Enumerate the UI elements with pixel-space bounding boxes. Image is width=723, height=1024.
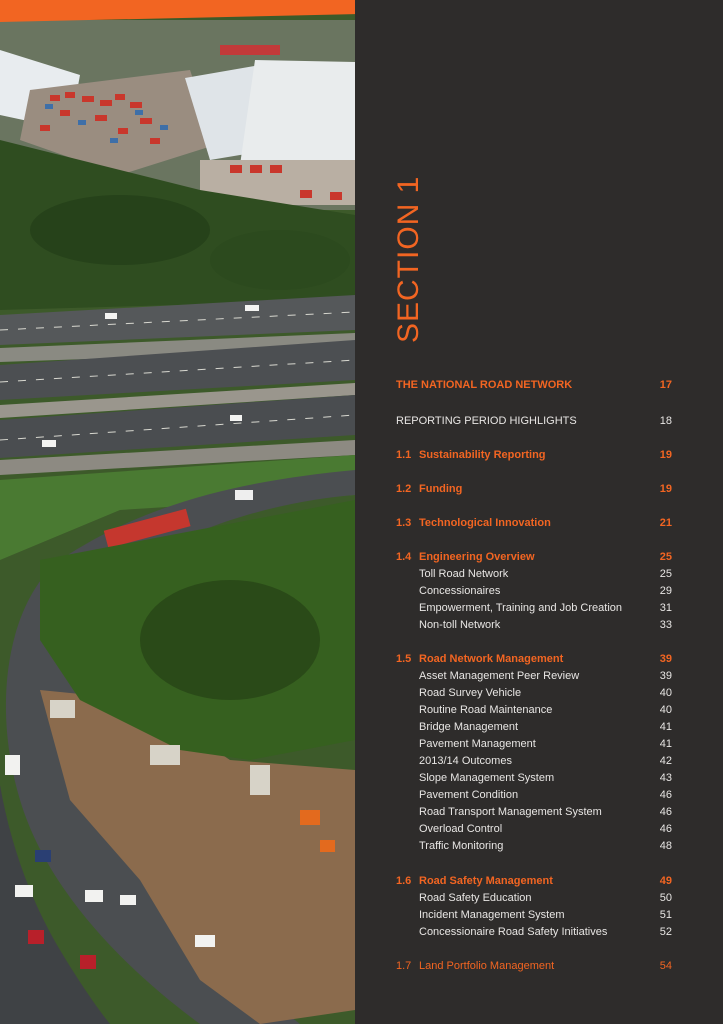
toc-row-1-5[interactable]: 1.5 Road Network Management 39 bbox=[396, 653, 672, 665]
toc-row-1-1[interactable]: 1.1 Sustainability Reporting 19 bbox=[396, 449, 672, 461]
section-title-text: SECTION 1 bbox=[392, 175, 425, 343]
toc-subitem[interactable]: 2013/14 Outcomes 42 bbox=[419, 755, 672, 767]
contents-panel bbox=[355, 0, 723, 1024]
toc-row-1-6[interactable]: 1.6 Road Safety Management 49 bbox=[396, 875, 672, 887]
toc-subitem[interactable]: Road Safety Education 50 bbox=[419, 892, 672, 904]
toc-row-highlights[interactable]: REPORTING PERIOD HIGHLIGHTS 18 bbox=[396, 415, 672, 427]
toc-subitem[interactable]: Asset Management Peer Review 39 bbox=[419, 670, 672, 682]
toc-row-1-4[interactable]: 1.4 Engineering Overview 25 bbox=[396, 551, 672, 563]
aerial-highway-photo bbox=[0, 0, 355, 1024]
toc-row-1-2[interactable]: 1.2 Funding 19 bbox=[396, 483, 672, 495]
toc-subitem[interactable]: Routine Road Maintenance 40 bbox=[419, 704, 672, 716]
toc-subitem[interactable]: Bridge Management 41 bbox=[419, 721, 672, 733]
section-heading bbox=[382, 175, 442, 345]
toc-subitem[interactable]: Road Survey Vehicle 40 bbox=[419, 687, 672, 699]
toc-subitem[interactable]: Concessionaire Road Safety Initiatives 52 bbox=[419, 926, 672, 938]
toc-subitem[interactable]: Pavement Condition 46 bbox=[419, 789, 672, 801]
toc-subitem[interactable]: Concessionaires 29 bbox=[419, 585, 672, 597]
toc-subitem[interactable]: Empowerment, Training and Job Creation 31 bbox=[419, 602, 672, 614]
toc-subitem[interactable]: Toll Road Network 25 bbox=[419, 568, 672, 580]
toc-subitem[interactable]: Non-toll Network 33 bbox=[419, 619, 672, 631]
toc-subitem[interactable]: Overload Control 46 bbox=[419, 823, 672, 835]
toc-subitem[interactable]: Road Transport Management System 46 bbox=[419, 806, 672, 818]
toc-subitem[interactable]: Pavement Management 41 bbox=[419, 738, 672, 750]
toc-row-main[interactable]: THE NATIONAL ROAD NETWORK 17 bbox=[396, 379, 672, 391]
toc-subitem[interactable]: Traffic Monitoring 48 bbox=[419, 840, 672, 852]
toc-row-1-7[interactable]: 1.7 Land Portfolio Management 54 bbox=[396, 960, 672, 972]
toc-row-1-3[interactable]: 1.3 Technological Innovation 21 bbox=[396, 517, 672, 529]
toc-subitem[interactable]: Slope Management System 43 bbox=[419, 772, 672, 784]
toc-subitem[interactable]: Incident Management System 51 bbox=[419, 909, 672, 921]
